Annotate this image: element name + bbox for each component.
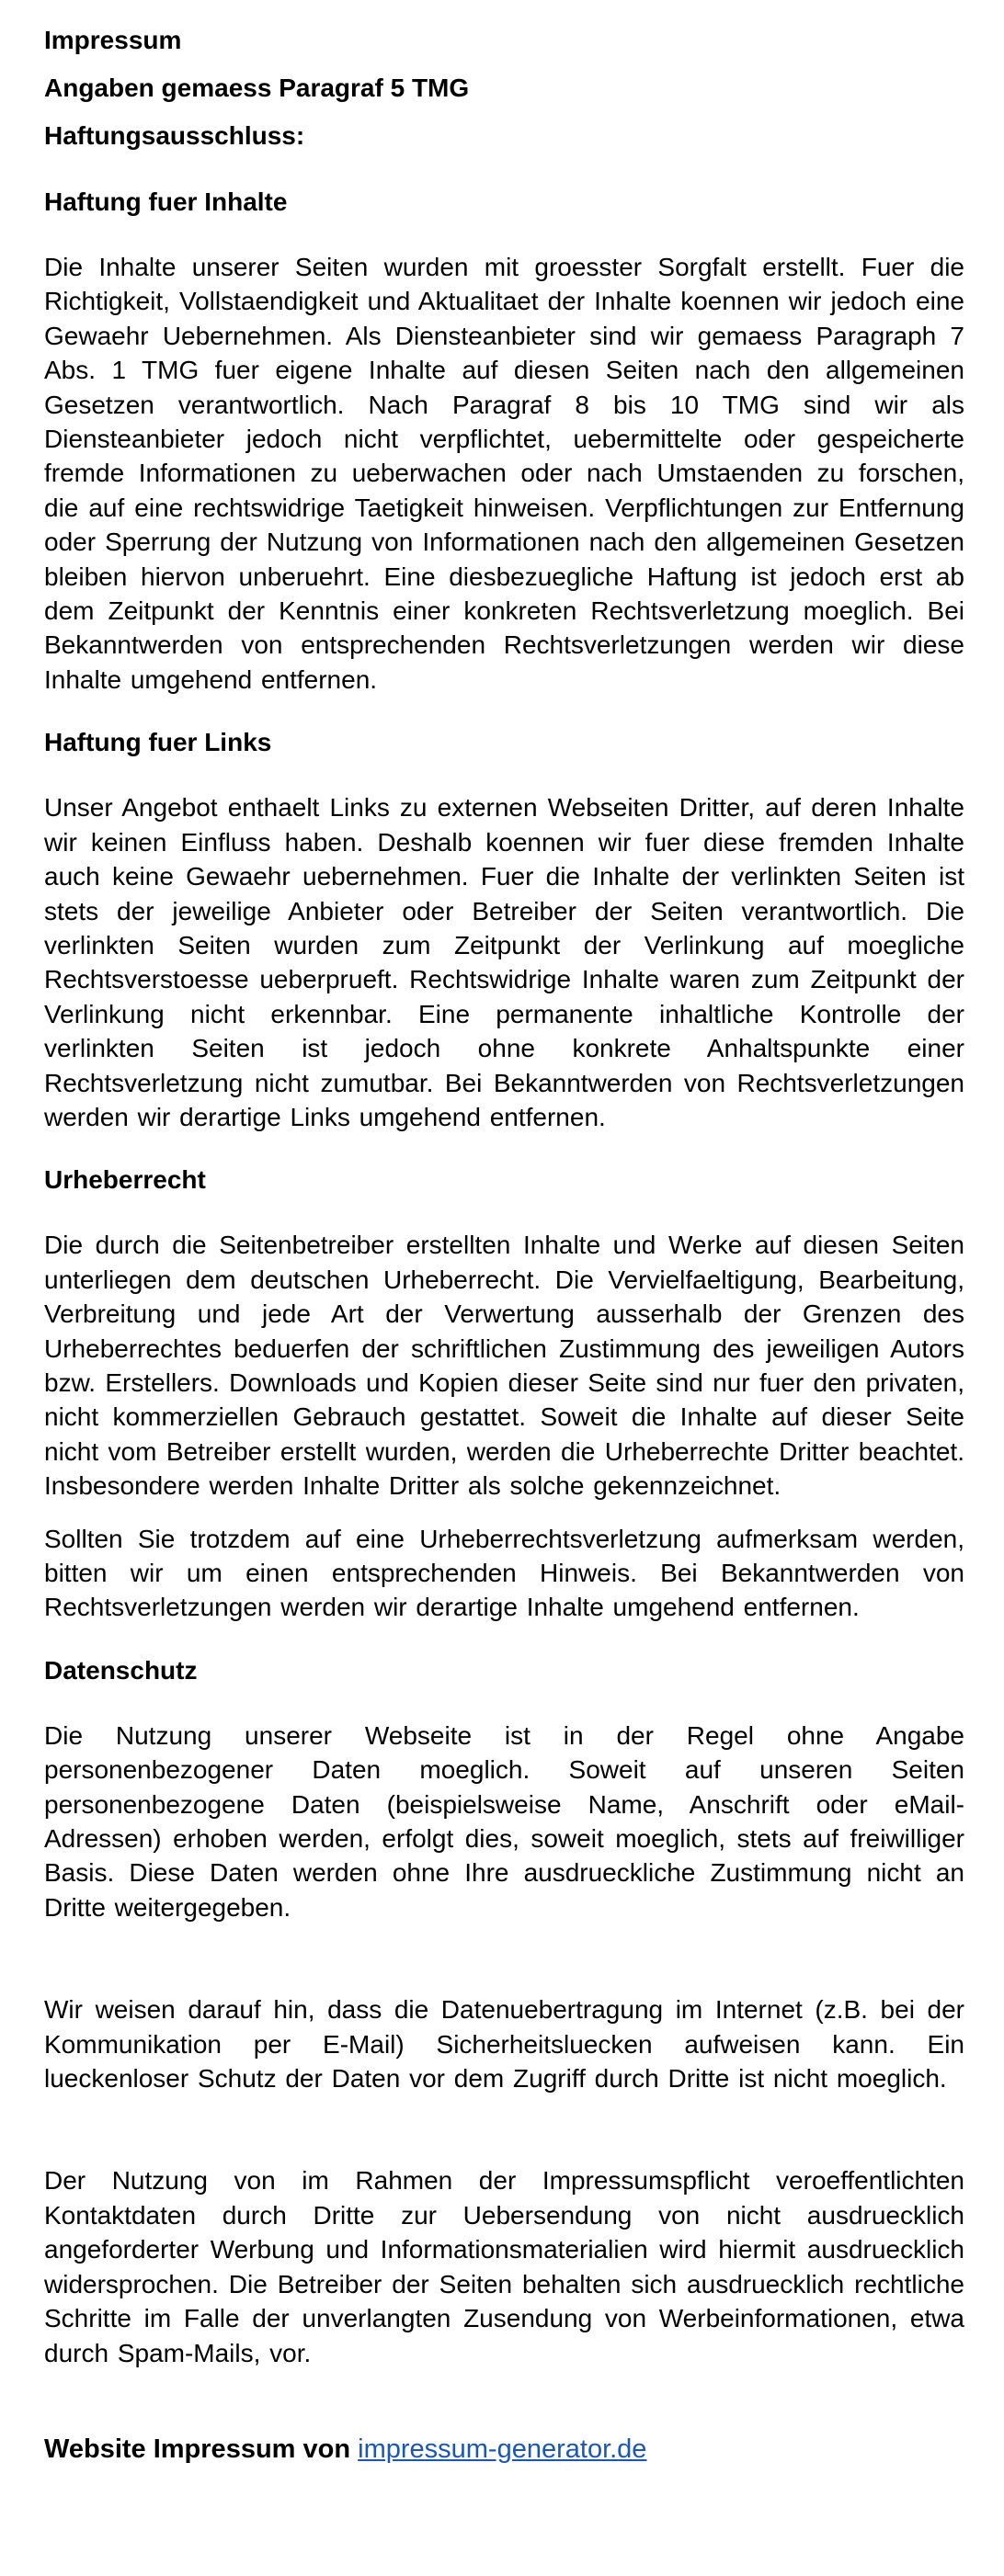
section-paragraph: Die Nutzung unserer Webseite ist in der Regel ohne Angabe personenbezogener Daten moeglich. Soweit auf unseren Seiten personenbezogene Daten (beispielsweise Name, Anschrift oder eMail-Adressen) erhoben werden, erfolgt dies, soweit moeglich, stets auf freiwilliger Basis. Diese Daten werden ohne Ihre ausdrueckliche Zustimmung nicht an Dritte weitergegeben.	[44, 1720, 964, 1922]
section-heading: Haftung fuer Inhalte	[44, 187, 288, 216]
section-heading: Haftung fuer Links	[44, 728, 272, 757]
section-paragraph: Die durch die Seitenbetreiber erstellten Inhalte und Werke auf diesen Seiten unterliegen dem deutschen Urheberrecht. Die Vervielfaeltigung, Bearbeitung, Verbreitung und jede Art der Verwertung ausserhalb der Grenzen des Urheberrechtes beduerfen der schriftlichen Zustimmung des jeweiligen Autors bzw. Erstellers. Downloads und Kopien dieser Seite sind nur fuer den privaten, nicht kommerziellen Gebrauch gestattet. Soweit die Inhalte auf dieser Seite nicht vom Betreiber erstellt wurden, werden die Urheberrechte Dritter beachtet. Insbesondere werden Inhalte Dritter als solche gekennzeichnet.	[44, 1231, 964, 1501]
section-heading: Urheberrecht	[44, 1165, 206, 1195]
section-haftung-inhalte	[44, 182, 964, 697]
section-paragraph: Die Inhalte unserer Seiten wurden mit groesster Sorgfalt erstellt. Fuer die Richtigkeit, Vollstaendigkeit und Aktualitaet der Inhalte koennen wir jedoch eine Gewaehr Uebernehmen. Als Diensteanbieter sind wir gemaess Paragraph 7 Abs. 1 TMG fuer eigene Inhalte auf diesen Seiten nach den allgemeinen Gesetzen verantwortlich. Nach Paragraf 8 bis 10 TMG sind wir als Diensteanbieter jedoch nicht verpflichtet, uebermittelte oder gespeicherte fremde Informationen zu ueberwachen oder nach Umstaenden zu forschen, die auf eine rechtswidrige Taetigkeit hinweisen. Verpflichtungen zur Entfernung oder Sperrung der Nutzung von Informationen nach den allgemeinen Gesetzen bleiben hiervon unberuehrt. Eine diesbezuegliche Haftung ist jedoch erst ab dem Zeitpunkt der Kenntnis einer konkreten Rechtsverletzung moeglich. Bei Bekanntwerden von entsprechenden Rechtsverletzungen werden wir diese Inhalte umgehend entfernen.	[44, 253, 964, 694]
section-paragraph: Unser Angebot enthaelt Links zu externen Webseiten Dritter, auf deren Inhalte wir keinen Einfluss haben. Deshalb koennen wir fuer diese fremden Inhalte auch keine Gewaehr uebernehmen. Fuer die Inhalte der verlinkten Seiten ist stets der jeweilige Anbieter oder Betreiber der Seiten verantwortlich. Die verlinkten Seiten wurden zum Zeitpunkt der Verlinkung auf moegliche Rechtsverstoesse ueberprueft. Rechtswidrige Inhalte waren zum Zeitpunkt der Verlinkung nicht erkennbar. Eine permanente inhaltliche Kontrolle der verlinkten Seiten ist jedoch ohne konkrete Anhaltspunkte einer Rechtsverletzung nicht zumutbar. Bei Bekanntwerden von Rechtsverletzungen werden wir derartige Links umgehend entfernen.	[44, 793, 964, 1131]
footer-label: Website Impressum von	[44, 2434, 351, 2464]
section-haftung-links	[44, 722, 964, 1134]
section-paragraph: Sollten Sie trotzdem auf eine Urheberrechtsverletzung aufmerksam werden, bitten wir um einen entsprechenden Hinweis. Bei Bekanntwerden von Rechtsverletzungen werden wir derartige Inhalte umgehend entfernen.	[44, 1524, 964, 1622]
impressum-generator-link[interactable]: impressum-generator.de	[358, 2434, 647, 2464]
section-paragraph: Wir weisen darauf hin, dass die Datenuebertragung im Internet (z.B. bei der Kommunikation per E-Mail) Sicherheitsluecken aufweisen kann. Ein lueckenloser Schutz der Daten vor dem Zugriff durch Dritte ist nicht moeglich.	[44, 1995, 964, 2094]
section-heading: Datenschutz	[44, 1655, 198, 1685]
page-subtitle: Angaben gemaess Paragraf 5 TMG	[44, 74, 470, 102]
disclaimer-heading: Haftungsausschluss:	[44, 121, 305, 150]
section-datenschutz	[44, 1651, 964, 2370]
footer-credit	[44, 2429, 964, 2469]
section-paragraph: Der Nutzung von im Rahmen der Impressumspflicht veroeffentlichten Kontaktdaten durch Dritte zur Uebersendung von nicht ausdruecklich angeforderter Werbung und Informationsmaterialien wird hiermit ausdruecklich widersprochen. Die Betreiber der Seiten behalten sich ausdruecklich rechtliche Schritte im Falle der unverlangten Zusendung von Werbeinformationen, etwa durch Spam-Mails, vor.	[44, 2166, 964, 2367]
section-urheberrecht	[44, 1160, 964, 1624]
page-title: Impressum	[44, 26, 182, 54]
